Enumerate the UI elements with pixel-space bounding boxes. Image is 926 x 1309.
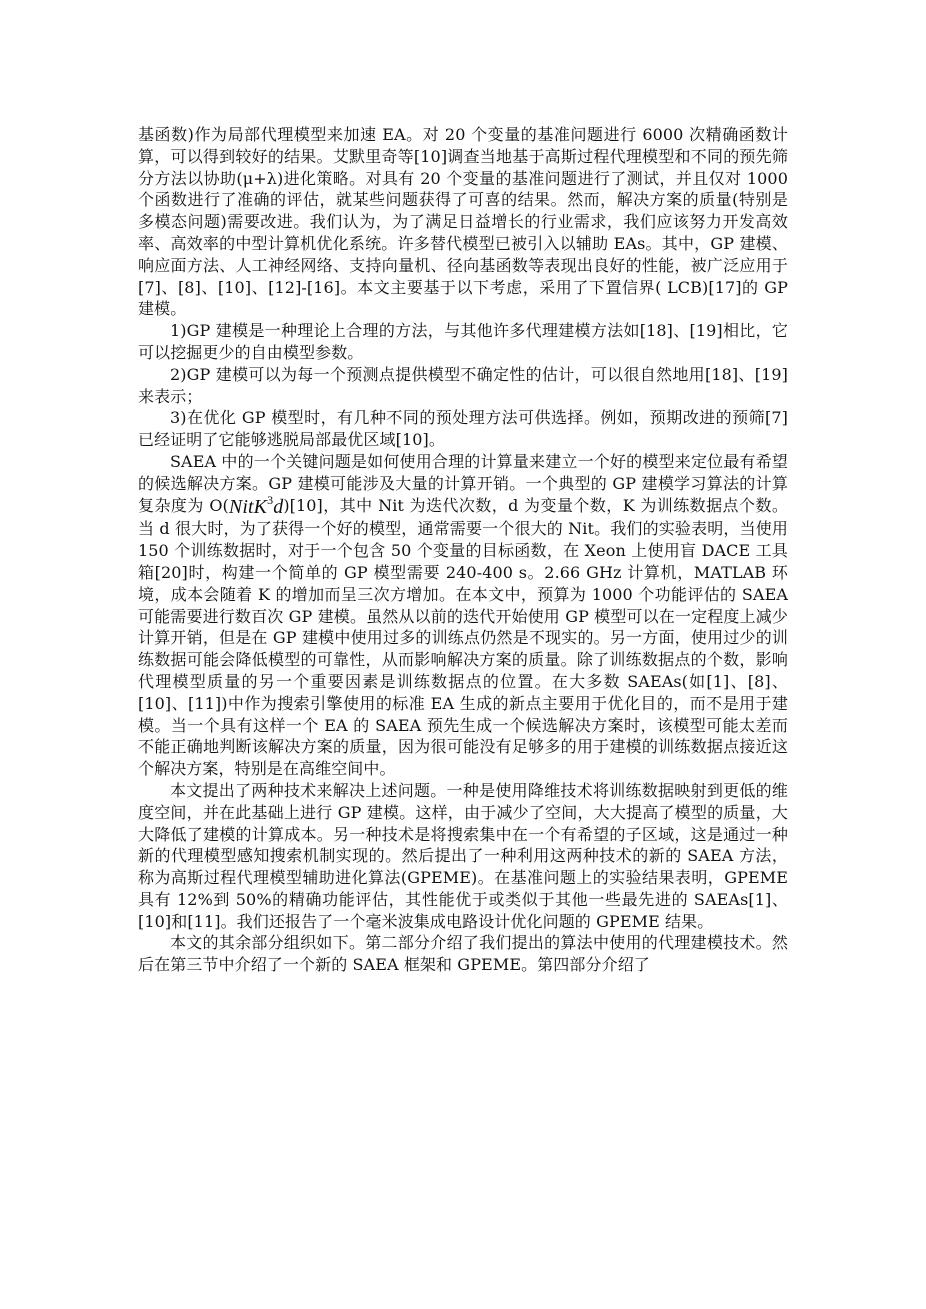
paragraph-7: 本文的其余部分组织如下。第二部分介绍了我们提出的算法中使用的代理建模技术。然后在第三节中介绍了一个新的 SAEA 框架和 GPEME。第四部分介绍了 [138,933,788,975]
paragraph-5-rest: )[10]，其中 Nit 为迭代次数，d 为变量个数，K 为训练数据点个数。当 d 很大时，为了获得一个好的模型，通常需要一个很大的 Nit。我们的实验表明，当使用 150 个训练数据时，对于一个包含 50 个变量的目标函数，在 Xeon 上使用盲 DACE 工具箱[20]时，构建一个简单的 GP 模型需要 240-400 s。2.66 GHz 计算机，MATLAB 环境，成本会随着 K 的增加而呈三次方增加。在本文中，预算为 1000 个功能评估的 SAEA 可能需要进行数百次 GP 建模。虽然从以前的迭代开始使用 GP 模型可以在一定程度上减少计算开销，但是在 GP 建模中使用过多的训练点仍然是不现实的。另一方面，使用过少的训练数据可能会降低模型的可靠性，从而影响解决方案的质量。除了训练数据点的个数，影响代理模型质量的另一个重要因素是训练数据点的位置。在大多数 SAEAs(如[1]、[8]、[10]、[11])中作为搜索引擎使用的标准 EA 生成的新点主要用于优化目的，而不是用于建模。当一个具有这样一个 EA 的 SAEA 预先生成一个候选解决方案时，该模型可能太差而不能正确地判断该解决方案的质量，因为很可能没有足够多的用于建模的训练数据点接近这个解决方案，特别是在高维空间中。 [138,495,788,779]
formula-base: NitK [228,495,268,518]
formula-exponent: 3 [267,492,274,507]
paragraph-2: 1)GP 建模是一种理论上合理的方法，与其他许多代理建模方法如[18]、[19]相比，它可以挖掘更少的自由模型参数。 [138,321,788,362]
formula-tail: d [273,495,284,518]
paragraph-4: 3)在优化 GP 模型时，有几种不同的预处理方法可供选择。例如，预期改进的预筛[7]已经证明了它能够逃脱局部最优区域[10]。 [138,408,788,450]
paragraph-6: 本文提出了两种技术来解决上述问题。一种是使用降维技术将训练数据映射到更低的维度空间，并在此基础上进行 GP 建模。这样，由于减少了空间，大大提高了模型的质量，大大降低了建模的计算成本。另一种技术是将搜索集中在一个有希望的子区域，这是通过一种新的代理模型感知搜索机制实现的。然后提出了一种利用这两种技术的新的 SAEA 方法，称为高斯过程代理模型辅助进化算法(GPEME)。在基准问题上的实验结果表明，GPEME 具有 12%到 50%的精确功能评估，其性能优于或类似于其他一些最先进的 SAEAs[1]、[10]和[11]。我们还报告了一个毫米波集成电路设计优化问题的 GPEME 结果。 [138,780,788,931]
paragraph-1: 基函数)作为局部代理模型来加速 EA。对 20 个变量的基准问题进行 6000 次精确函数计算，可以得到较好的结果。艾默里奇等[10]调查当地基于高斯过程代理模型和不同的预先筛分方法以协助(μ+λ)进化策略。对具有 20 个变量的基准问题进行了测试，并且仅对 1000 个函数进行了准确的评估，就某些问题获得了可喜的结果。然而，解决方案的质量(特别是多模态问题)需要改进。我们认为，为了满足日益增长的行业需求，我们应该努力开发高效率、高效率的中型计算机优化系统。许多替代模型已被引入以辅助 EAs。其中，GP 建模、响应面方法、人工神经网络、支持向量机、径向基函数等表现出良好的性能，被广泛应用于[7]、[8]、[10]、[12]-[16]。本文主要基于以下考虑，采用了下置信界( LCB)[17]的 GP 建模。 [138,125,788,319]
paragraph-3: 2)GP 建模可以为每一个预测点提供模型不确定性的估计，可以很自然地用[18]、[19]来表示； [138,364,788,406]
paragraph-5-lead: SAEA 中的一个关键问题是如何使用合理的计算量来建立一个好的模型来定位最有希望的候选解决方案。GP 建模可能涉及大量的计算开销。一个典型的 GP 建模学习算法的计算复杂度为 O( [138,451,788,515]
complexity-formula [228,492,284,518]
document-page [138,124,788,976]
paragraph-5 [138,451,788,780]
